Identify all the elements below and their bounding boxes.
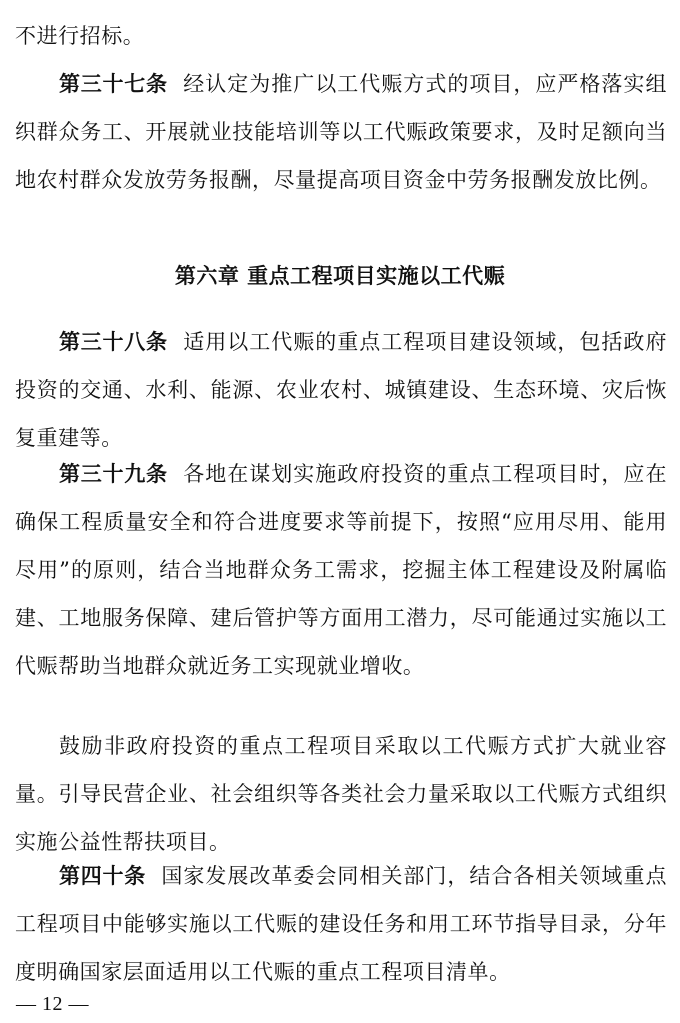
article-39-label: 第三十九条 [59, 462, 168, 486]
article-40-text: 国家发展改革委会同相关部门，结合各相关领域重点工程项目中能够实施以工代赈的建设任务和用工环节指导目录，分年度明确国家层面适用以工代赈的重点工程项目清单。 [15, 864, 667, 984]
continuation-paragraph [15, 12, 667, 60]
page-number: — 12 — [16, 993, 89, 1015]
article-40-label: 第四十条 [59, 864, 147, 888]
chapter-6-title: 第六章 重点工程项目实施以工代赈 [174, 264, 506, 288]
article-38-label: 第三十八条 [59, 330, 168, 354]
article-39-paragraph-2 [15, 722, 667, 866]
article-37-text: 经认定为推广以工代赈方式的项目，应严格落实组织群众务工、开展就业技能培训等以工代赈政策要求，及时足额向当地农村群众发放劳务报酬，尽量提高项目资金中劳务报酬发放比例。 [15, 72, 667, 192]
article-37-label: 第三十七条 [59, 72, 168, 96]
article-38-text: 适用以工代赈的重点工程项目建设领域，包括政府投资的交通、水利、能源、农业农村、城镇建设、生态环境、灾后恢复重建等。 [15, 330, 667, 450]
article-39-paragraph [15, 450, 667, 690]
article-37-paragraph [15, 60, 667, 204]
article-39-text: 各地在谋划实施政府投资的重点工程项目时，应在确保工程质量安全和符合进度要求等前提下，按照“应用尽用、能用尽用”的原则，结合当地群众务工需求，挖掘主体工程建设及附属临建、工地服务保障、建后管护等方面用工潜力，尽可能通过实施以工代赈帮助当地群众就近务工实现就业增收。 [15, 462, 667, 678]
continuation-text: 不进行招标。 [15, 24, 145, 48]
article-39-paragraph-2-text: 鼓励非政府投资的重点工程项目采取以工代赈方式扩大就业容量。引导民营企业、社会组织等各类社会力量采取以工代赈方式组织实施公益性帮扶项目。 [15, 734, 667, 854]
article-40-paragraph [15, 852, 667, 996]
article-38-paragraph [15, 318, 667, 462]
